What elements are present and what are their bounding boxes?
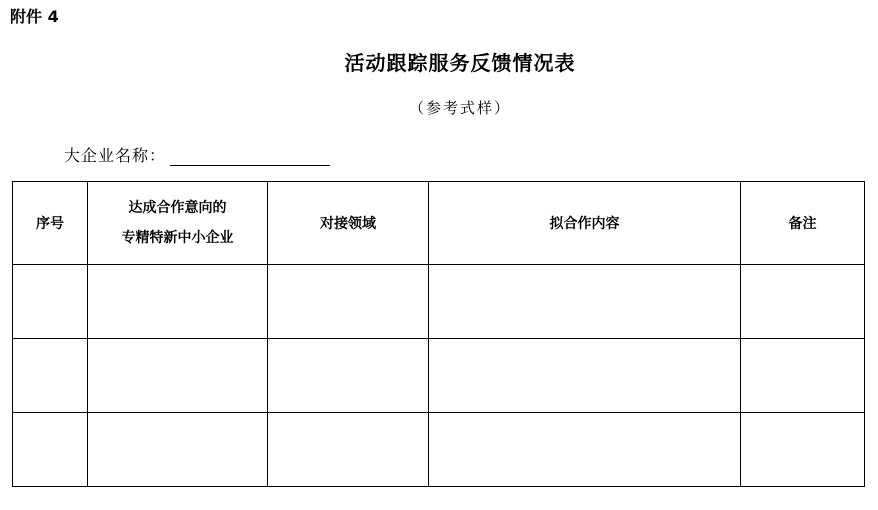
table-cell[interactable] [13,339,88,413]
header-serial-number: 序号 [13,182,88,265]
table-cell[interactable] [268,265,429,339]
table-cell[interactable] [741,339,865,413]
feedback-table [12,181,865,487]
table-row [13,413,865,487]
form-subtitle: （参考式样） [408,99,511,117]
header-sme-partner [88,182,268,265]
company-name-field[interactable] [170,147,330,166]
table-cell[interactable] [429,339,741,413]
table-cell[interactable] [741,265,865,339]
table-row [13,339,865,413]
table-cell[interactable] [268,339,429,413]
table-cell[interactable] [13,413,88,487]
table-cell[interactable] [429,413,741,487]
table-cell[interactable] [88,413,268,487]
attachment-label: 附件 4 [10,7,59,26]
company-name-row [64,143,330,166]
table-cell[interactable] [741,413,865,487]
header-cooperation-content: 拟合作内容 [429,182,741,265]
table-cell[interactable] [13,265,88,339]
form-title: 活动跟踪服务反馈情况表 [344,51,576,75]
table-header-row [13,182,865,265]
table-row [13,265,865,339]
table-cell[interactable] [429,265,741,339]
table-cell[interactable] [268,413,429,487]
header-cooperation-field: 对接领域 [268,182,429,265]
company-name-label: 大企业名称： [64,146,167,165]
table-cell[interactable] [88,339,268,413]
header-remarks: 备注 [741,182,865,265]
table-cell[interactable] [88,265,268,339]
header-sme-partner-text: 达成合作意向的 专精特新中小企业 [121,200,234,246]
